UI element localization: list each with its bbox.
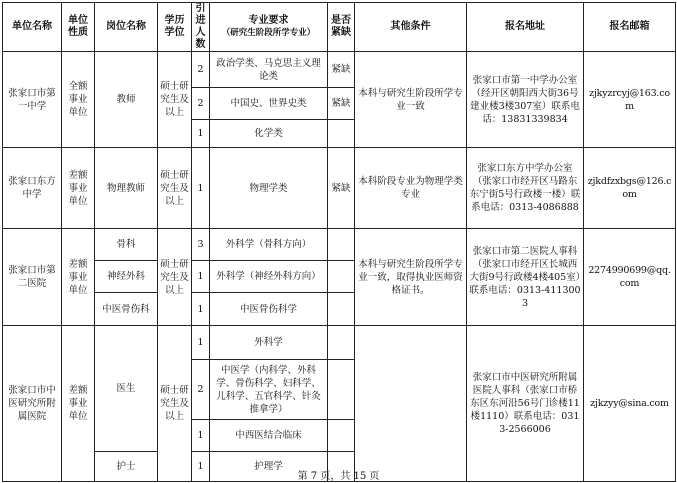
major: 中西医结合临床: [210, 420, 328, 452]
header-address: 报名地址: [467, 3, 584, 52]
header-unit-name: 单位名称: [3, 3, 62, 52]
address: 张家口市第二医院人事科（张家口市经开区长城西大街9号行政楼4楼405室）联系电话：0313-4113003: [467, 229, 584, 326]
header-count: 引进人数: [192, 3, 210, 52]
table-row: [3, 148, 676, 229]
recruitment-table: [2, 2, 676, 482]
address: 张家口东方中学办公室（张家口市经开区马路东东宁街5号行政楼一楼）联系电话：0313-4086888: [467, 148, 584, 229]
other-conditions: 本科与研究生阶段所学专业一致: [355, 52, 467, 148]
unit-name: 张家口市中医研究所附属医院: [3, 326, 62, 482]
major: 外科学（神经外科方向）: [210, 261, 328, 293]
header-position: 岗位名称: [95, 3, 158, 52]
count: 1: [192, 420, 210, 452]
header-unit-type: 单位性质: [62, 3, 95, 52]
degree: 硕士研究生及以上: [158, 52, 192, 148]
header-degree: 学历学位: [158, 3, 192, 52]
count: 2: [192, 52, 210, 88]
page-footer: 第 7 页，共 15 页: [297, 471, 380, 482]
address: 张家口市中医研究所附属医院人事科（张家口市桥东区东河沿56号门诊楼11楼1110）联系电话：0313-2566006: [467, 326, 584, 482]
urgent: [328, 360, 355, 420]
position-name: 物理教师: [95, 148, 158, 229]
email: 2274990699@qq.com: [584, 229, 676, 326]
header-row: [3, 3, 676, 52]
major: 中国史、世界史类: [210, 88, 328, 120]
header-other: 其他条件: [355, 3, 467, 52]
unit-type: 差额事业单位: [62, 229, 95, 326]
table-row: [3, 52, 676, 88]
table-row: [3, 326, 676, 360]
major: 政治学类、马克思主义理论类: [210, 52, 328, 88]
unit-name: 张家口市第二医院: [3, 229, 62, 326]
unit-type: 全额事业单位: [62, 52, 95, 148]
email: zjkdfzxbgs@126.com: [584, 148, 676, 229]
unit-name: 张家口东方中学: [3, 148, 62, 229]
major: 护理学: [210, 452, 328, 482]
urgent: 紧缺: [328, 52, 355, 88]
count: 1: [192, 452, 210, 482]
major: 中医骨伤科学: [210, 293, 328, 326]
address: 张家口市第一中学办公室（经开区朝阳西大街36号建业楼3楼307室）联系电话：13831339834: [467, 52, 584, 148]
count: 2: [192, 88, 210, 120]
count: 1: [192, 326, 210, 360]
count: 1: [192, 120, 210, 148]
position-name: 中医骨伤科: [95, 293, 158, 326]
email: zjkyzrcyj@163.com: [584, 52, 676, 148]
email: zjkzyy@sina.com: [584, 326, 676, 482]
position-name: 医生: [95, 326, 158, 452]
other-conditions: 本科与研究生阶段所学专业一致，取得执业医师资格证书。: [355, 229, 467, 326]
urgent: 紧缺: [328, 148, 355, 229]
major: 外科学: [210, 326, 328, 360]
position-name: 教师: [95, 52, 158, 148]
other-conditions: [355, 326, 467, 482]
unit-type: 差额事业单位: [62, 148, 95, 229]
count: 2: [192, 360, 210, 420]
count: 3: [192, 229, 210, 261]
position-name: 护士: [95, 452, 158, 482]
unit-type: 差额事业单位: [62, 326, 95, 482]
urgent: [328, 420, 355, 452]
major: 外科学（骨科方向）: [210, 229, 328, 261]
degree: 硕士研究生及以上: [158, 326, 192, 482]
major: 中医学（内科学、外科学、骨伤科学、妇科学、儿科学、五官科学、针灸推拿学）: [210, 360, 328, 420]
major: 物理学类: [210, 148, 328, 229]
degree: 硕士研究生及以上: [158, 148, 192, 229]
degree: 硕士研究生及以上: [158, 229, 192, 326]
major: 化学类: [210, 120, 328, 148]
urgent: [328, 120, 355, 148]
urgent: [328, 293, 355, 326]
header-major-note: （研究生阶段所学专业）: [221, 28, 316, 38]
header-major: [210, 3, 328, 52]
count: 1: [192, 148, 210, 229]
header-email: 报名邮箱: [584, 3, 676, 52]
header-major-title: 专业要求: [248, 15, 289, 26]
position-name: 神经外科: [95, 261, 158, 293]
header-urgent: 是否紧缺: [328, 3, 355, 52]
other-conditions: 本科阶段专业为物理学类专业: [355, 148, 467, 229]
position-name: 骨科: [95, 229, 158, 261]
unit-name: 张家口市第一中学: [3, 52, 62, 148]
count: 1: [192, 293, 210, 326]
urgent: [328, 229, 355, 261]
table-row: [3, 229, 676, 261]
urgent: [328, 261, 355, 293]
urgent: [328, 326, 355, 360]
count: 1: [192, 261, 210, 293]
urgent: 紧缺: [328, 88, 355, 120]
